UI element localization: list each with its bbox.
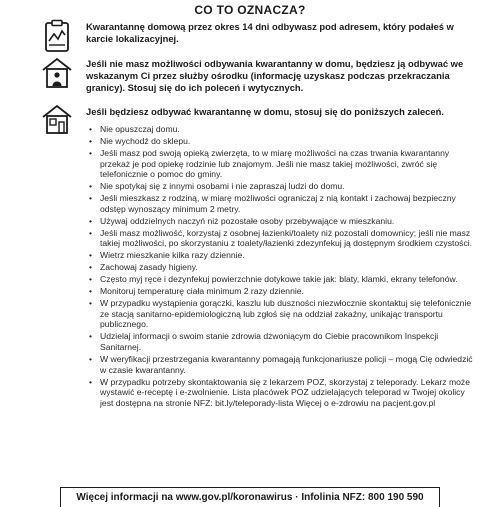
list-item: • W weryfikacji przestrzegania kwarantanny pomagają funkcjonariusze policji – mogą Cię odwiedzić w czasie kwarantanny. — [88, 354, 476, 375]
list-item: • Często myj ręce i dezynfekuj powierzchnie dotykowe takie jak: blaty, klamki, ekrany telefonów. — [88, 274, 476, 285]
list-item: • Udzielaj informacji o swoim stanie zdrowia dzwoniącym do Ciebie pracownikom Inspekcji Sanitarnej. — [88, 331, 476, 352]
list-item: • Używaj oddzielnych naczyń niż pozostałe osoby przebywające w mieszkaniu. — [88, 216, 476, 227]
list-item: • W przypadku wystąpienia gorączki, kaszlu lub duszności niezwłocznie skontaktuj się telefonicznie ze stacją sanitarno-epidemiologiczną lub zgłoś się na oddział zakaźny, unikając transportu publicznego. — [88, 298, 476, 330]
footer-info-box: Więcej informacji na www.gov.pl/koronawirus · Infolinia NFZ: 800 190 590 — [60, 487, 440, 507]
list-item: • Nie spotykaj się z innymi osobami i nie zapraszaj ludzi do domu. — [88, 181, 476, 192]
paragraph-facility: Jeśli nie masz możliwości odbywania kwarantanny w domu, będziesz ją odbywać we wskazanym Ci przez służby ośrodku (informację uzyskasz podczas przekraczania granicy). Stosuj się do ich poleceń i wytycznych. — [86, 58, 464, 93]
paragraph-home-address: Kwarantannę domową przez okres 14 dni odbywasz pod adresem, który podałeś w karcie lokalizacyjnej. — [86, 21, 454, 44]
list-item: • Wietrz mieszkanie kilka razy dziennie. — [88, 250, 476, 261]
list-item: • Nie opuszczaj domu. — [88, 124, 476, 135]
clipboard-icon — [40, 19, 74, 53]
list-item: • Jeśli masz możliwość, korzystaj z osobnej łazienki/toalety niż pozostali domownicy; jeśli nie masz takiej możliwości, po skorzystaniu z toalety/łazienki zdezynfekuj ją dostępnym środkiem czystości. — [88, 228, 476, 249]
quarantine-shelter-icon — [40, 56, 74, 90]
paragraph-home-intro: Jeśli będziesz odbywać kwarantannę w domu, stosuj się do poniższych zaleceń. — [86, 106, 444, 117]
list-item: • W przypadku potrzeby skontaktowania się z lekarzem POZ, skorzystaj z teleporady. Lekarz może wystawić e-receptę i e-zwolnienie. Lista placówek POZ udzielających teleporad w Twojej okolicy jest dostępna na stronie NFZ: bit.ly/teleporady-lista Więcej o e-zdrowiu na pacjent.gov.pl — [88, 377, 476, 409]
house-icon — [40, 102, 74, 136]
recommendation-list — [88, 124, 476, 410]
page-title: CO TO OZNACZA? — [194, 3, 306, 17]
list-item: • Jeśli masz pod swoją opieką zwierzęta, to w miarę możliwości na czas trwania kwarantanny przekaż je pod opiekę rodzinie lub znajomym. Jeśli nie masz takiej możliwości, zwróć się telefonicznie o pomoc do gminy. — [88, 148, 476, 180]
list-item: • Zachowaj zasady higieny. — [88, 262, 476, 273]
list-item: • Nie wychodź do sklepu. — [88, 136, 476, 147]
list-item: • Jeśli mieszkasz z rodziną, w miarę możliwości ograniczaj z nią kontakt i zachowaj bezpieczny odstęp wynoszący minimum 2 metry. — [88, 193, 476, 214]
list-item: • Monitoruj temperaturę ciała minimum 2 razy dziennie. — [88, 286, 476, 297]
